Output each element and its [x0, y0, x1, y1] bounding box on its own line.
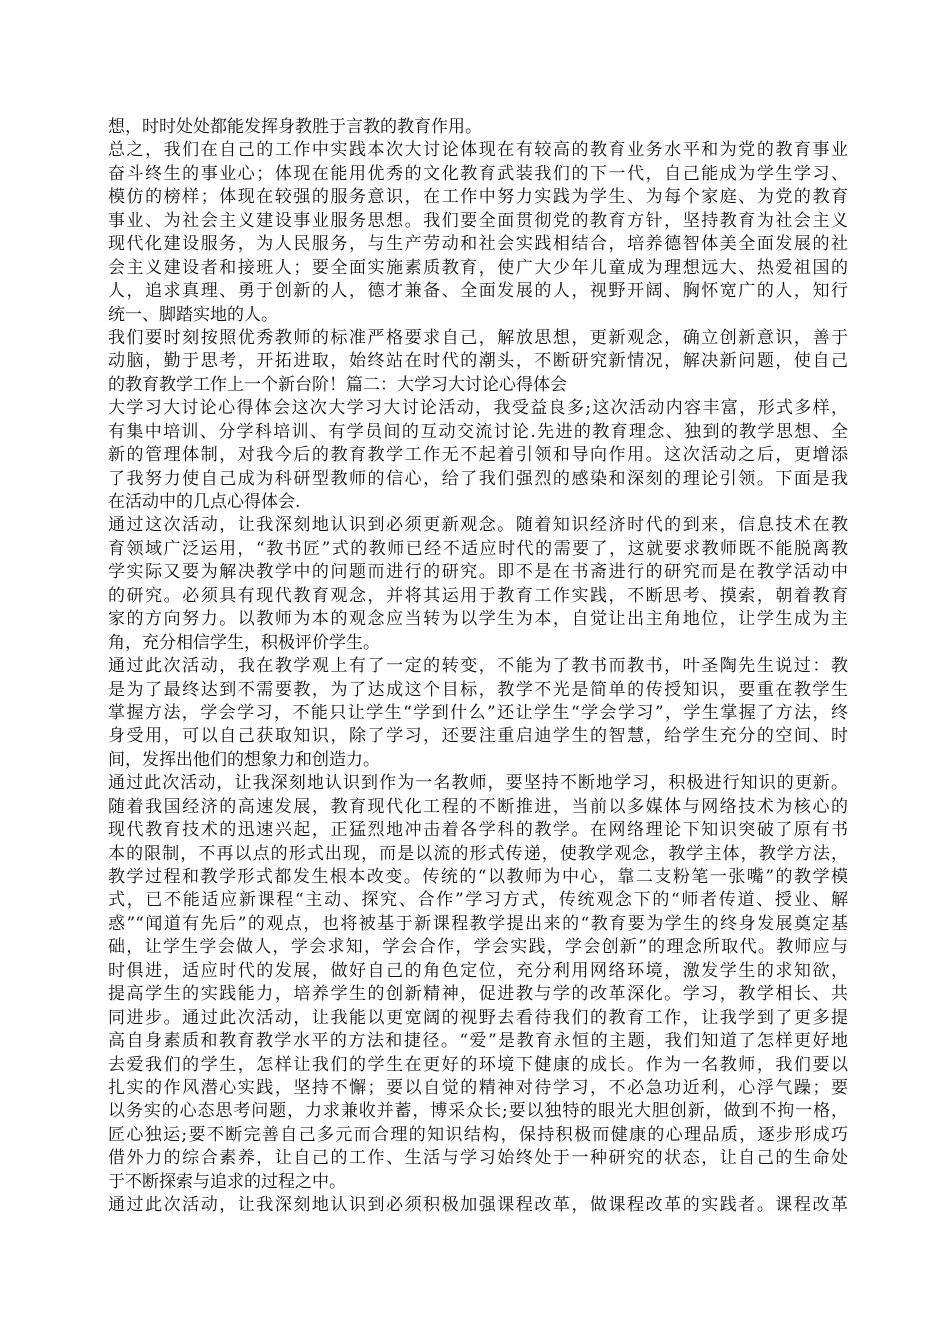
text-line: 人，追求真理、勇于创新的人，德才兼备、全面发展的人，视野开阔、胸怀宽广的人，知行 [108, 281, 848, 302]
text-line: 间，发挥出他们的想象力和创造力。 [108, 749, 380, 770]
text-line: 式，已不能适应新课程“主动、探究、合作”学习方式，传统观念下的“师者传道、授业、解 [108, 890, 848, 911]
document-body [108, 116, 848, 1218]
text-line: 高自身素质和教育教学水平的方法和捷径。“爱”是教育永恒的主题，我们知道了怎样更好地 [108, 1031, 848, 1052]
text-line: 想，时时处处都能发挥身教胜于言教的教育作用。 [108, 117, 482, 137]
text-line: 现代教育技术的迅速兴起，正猛烈地冲击着各学科的教学。在网络理论下知识突破了原有书 [108, 820, 848, 841]
text-line: 是为了最终达到不需要教，为了达成这个目标，教学不光是简单的传授知识，要重在教学生 [108, 679, 848, 700]
text-line: 提高学生的实践能力，培养学生的创新精神，促进教与学的改革深化。学习，教学相长、共 [108, 984, 848, 1005]
text-line: 借外力的综合素养，让自己的工作、生活与学习始终处于一种研究的状态，让自己的生命处 [108, 1148, 848, 1169]
text-line: 现代化建设服务，为人民服务，与生产劳动和社会实践相结合，培养德智体美全面发展的社 [108, 234, 848, 255]
text-line: 会主义建设者和接班人；要全面实施素质教育，使广大少年儿童成为理想远大、热爱祖国的 [108, 257, 848, 278]
text-line: 在活动中的几点心得体会. [108, 492, 301, 512]
text-line: 了我努力使自己成为科研型教师的信心，给了我们强烈的感染和深刻的理论引领。下面是我 [108, 468, 848, 489]
text-line: 随着我国经济的高速发展，教育现代化工程的不断推进，当前以多媒体与网络技术为核心的 [108, 796, 848, 817]
text-line: 惑”“闻道有先后”的观点，也将被基于新课程教学提出来的“教育要为学生的终身发展奠定基 [108, 913, 848, 934]
text-line: 通过此次活动，让我深刻地认识到作为一名教师，要坚持不断地学习，积极进行知识的更新。 [108, 773, 848, 794]
text-line: 扎实的作风潜心实践，坚持不懈；要以自觉的精神对待学习，不必急功近利，心浮气躁；要 [108, 1077, 848, 1098]
text-line: 础，让学生学会做人，学会求知，学会合作，学会实践，学会创新”的理念所取代。教师应与 [108, 937, 848, 958]
text-line: 的教育教学工作上一个新台阶！篇二：大学习大讨论心得体会 [108, 374, 567, 395]
text-line: 育领域广泛运用，“教书匠”式的教师已经不适应时代的需要了，这就要求教师既不能脱离教 [108, 538, 848, 559]
text-line: 角，充分相信学生，积极评价学生。 [108, 632, 380, 653]
text-line: 学实际又要为解决教学中的问题而进行的研究。即不是在书斋进行的研究而是在教学活动中 [108, 562, 848, 583]
text-line: 总之，我们在自己的工作中实践本次大讨论体现在有较高的教育业务水平和为党的教育事业 [108, 140, 848, 161]
text-line: 的研究。必须具有现代教育观念，并将其运用于教育工作实践，不断思考、摸索，朝着教育 [108, 585, 848, 606]
text-line: 统一、脚踏实地的人。 [108, 304, 278, 325]
text-line: 大学习大讨论心得体会这次大学习大讨论活动，我受益良多;这次活动内容丰富，形式多样， [108, 398, 848, 419]
text-line: 去爱我们的学生，怎样让我们的学生在更好的环境下健康的成长。作为一名教师，我们要以 [108, 1054, 848, 1075]
text-line: 掌握方法，学会学习，不能只让学生“学到什么”还让学生“学会学习”，学生掌握了方法，终 [108, 702, 848, 723]
text-line: 教学过程和教学形式都发生根本改变。传统的“以教师为中心，靠二支粉笔一张嘴”的教学模 [108, 867, 848, 887]
text-line: 通过此次活动，让我深刻地认识到必须积极加强课程改革，做课程改革的实践者。课程改革 [108, 1195, 848, 1216]
text-line: 新的管理体制，对我今后的教育教学工作无不起着引领和导向作用。这次活动之后，更增添 [108, 445, 848, 466]
text-line: 时俱进，适应时代的发展，做好自己的角色定位，充分利用网络环境，激发学生的求知欲， [108, 960, 848, 981]
text-line: 同进步。通过此次活动，让我能以更宽阔的视野去看待我们的教育工作，让我学到了更多提 [108, 1007, 848, 1028]
text-line: 通过这次活动，让我深刻地认识到必须更新观念。随着知识经济时代的到来，信息技术在教 [108, 515, 848, 536]
text-line: 动脑，勤于思考，开拓进取，始终站在时代的潮头，不断研究新情况，解决新问题，使自己 [108, 351, 848, 372]
text-line: 有集中培训、分学科培训、有学员间的互动交流讨论.先进的教育理念、独到的教学思想、全 [108, 421, 848, 442]
text-line: 以务实的心态思考问题，力求兼收并蓄，博采众长;要以独特的眼光大胆创新，做到不拘一格， [108, 1101, 848, 1122]
text-line: 于不断探索与追求的过程之中。 [108, 1171, 346, 1192]
text-line: 奋斗终生的事业心；体现在能用优秀的文化教育武装我们的下一代，自己能成为学生学习、 [108, 163, 848, 184]
text-line: 家的方向努力。以教师为本的观念应当转为以学生为本，自觉让出主角地位，让学生成为主 [108, 609, 848, 630]
text-line: 匠心独运;要不断完善自己多元而合理的知识结构，保持积极而健康的心理品质，逐步形成巧 [108, 1124, 848, 1145]
text-line: 本的限制，不再以点的形式出现，而是以流的形式传递，使教学观念，教学主体，教学方法， [108, 843, 848, 864]
text-line: 我们要时刻按照优秀教师的标准严格要求自己，解放思想，更新观念，确立创新意识，善于 [108, 327, 848, 348]
text-line: 模仿的榜样；体现在较强的服务意识，在工作中努力实践为学生、为每个家庭、为党的教育 [108, 187, 848, 208]
text-line: 通过此次活动，我在教学观上有了一定的转变，不能为了教书而教书，叶圣陶先生说过：教 [108, 656, 848, 677]
text-line: 事业、为社会主义建设事业服务思想。我们要全面贯彻党的教育方针，坚持教育为社会主义 [108, 210, 848, 231]
text-line: 身受用，可以自己获取知识，除了学习，还要注重启迪学生的智慧，给学生充分的空间、时 [108, 726, 848, 747]
